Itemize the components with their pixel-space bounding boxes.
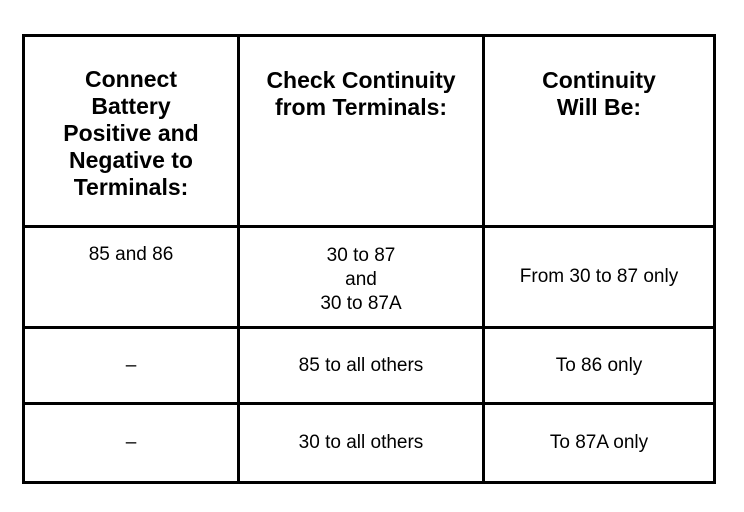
header-line: Terminals:: [73, 174, 189, 200]
cell-line: and: [345, 269, 377, 290]
header-line: Check Continuity: [266, 67, 456, 93]
header-line: Will Be:: [556, 94, 642, 120]
cell-line: 30 to 87A: [320, 293, 402, 314]
header-cell-check-continuity: [240, 37, 485, 228]
header-text-connect-battery: [63, 66, 198, 201]
table-cell-terminals: [25, 405, 240, 481]
header-text-check-continuity: [266, 67, 455, 121]
table-cell-terminals: [25, 228, 240, 329]
header-line: Battery: [91, 93, 171, 119]
cell-line: 30 to 87: [326, 245, 396, 266]
cell-text: 30 to all others: [298, 432, 424, 453]
continuity-table: [22, 34, 716, 484]
cell-text: To 86 only: [555, 354, 643, 376]
cell-text: 85 and 86: [88, 244, 174, 265]
table-cell-check-from: [240, 228, 485, 329]
cell-text: [320, 244, 401, 316]
cell-text: –: [125, 432, 137, 453]
header-cell-connect-battery: [25, 37, 240, 228]
cell-text: 85 to all others: [298, 354, 424, 376]
header-line: Positive and: [63, 120, 199, 146]
header-cell-continuity-will-be: [485, 37, 713, 228]
table-cell-result: [485, 405, 713, 481]
header-line: Continuity: [542, 67, 656, 93]
header-line: Negative to: [69, 147, 193, 173]
table-cell-result: [485, 228, 713, 329]
header-line: Connect: [84, 66, 177, 92]
table-cell-result: [485, 329, 713, 405]
table-cell-check-from: [240, 405, 485, 481]
table-cell-check-from: [240, 329, 485, 405]
header-line: from Terminals:: [274, 94, 448, 120]
cell-text: From 30 to 87 only: [519, 266, 679, 287]
table-cell-terminals: [25, 329, 240, 405]
header-text-continuity-will-be: [542, 67, 656, 121]
cell-text: To 87A only: [549, 432, 649, 453]
cell-text: –: [125, 354, 137, 376]
